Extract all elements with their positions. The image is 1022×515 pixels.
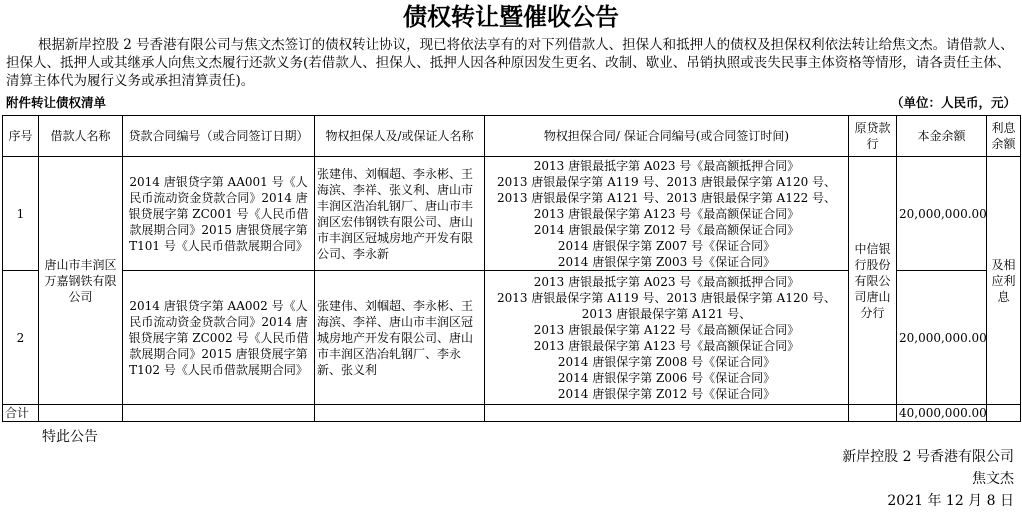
guarantee-contract-line: 2013 唐银最保字第 A123 号《最高额保证合同》 — [533, 206, 800, 221]
header-original-bank: 原贷款行 — [849, 116, 897, 157]
loan-contracts: 2014 唐银贷字第 AA002 号《人民币流动资金贷款合同》2014 唐银贷展字第 ZC002 号《人民币借款展期合同》2015 唐银贷展字第 T102 号《人民币借款展期合同》 — [123, 271, 315, 405]
table-row — [3, 157, 1021, 271]
guarantee-contracts — [485, 271, 849, 405]
original-bank: 中信银行股份有限公司唐山分行 — [849, 157, 897, 405]
guarantee-contract-line: 2013 唐银最抵字第 A023 号《最高额抵押合同》 — [533, 274, 800, 289]
total-principal: 40,000,000.00 — [897, 405, 987, 422]
guarantors: 张建伟、刘帼超、李永彬、王海滨、李祥、唐山市丰润区冠城房地产开发有限公司、唐山市丰润区浩冶轧钢厂、李永新、张义利 — [315, 271, 485, 405]
header-interest: 利息余额 — [987, 116, 1021, 157]
intro-paragraph: 根据新岸控股 2 号香港有限公司与焦文杰签订的债权转让协议，现已将依法享有的对下列借款人、担保人和抵押人的债权及担保权利依法转让给焦文杰。请借款人、担保人、抵押人或其继承人向焦文杰履行还款义务(若借款人、担保人、抵押人因各种原因发生更名、改制、歇业、吊销执照或丧失民事主体资格等情形，请各责任主体、清算主体代为履行义务或承担清算责任)。 — [6, 37, 1014, 89]
guarantee-contract-line: 2013 唐银最保字第 A122 号《最高额保证合同》 — [533, 322, 800, 337]
row-seq: 1 — [3, 157, 39, 271]
guarantee-contract-line: 2013 唐银最保字第 A121 号、 — [581, 306, 752, 321]
total-empty-cell — [39, 405, 123, 422]
guarantee-contract-line: 2014 唐银保字第 Z007 号《保证合同》 — [557, 238, 776, 253]
guarantee-contract-line: 2014 唐银保字第 Z012 号《保证合同》 — [557, 386, 776, 401]
total-row — [3, 405, 1021, 422]
total-empty-cell — [485, 405, 849, 422]
borrower-name: 唐山市丰润区万嘉钢铁有限公司 — [39, 157, 123, 405]
signature-person: 焦文杰 — [972, 471, 1014, 487]
guarantee-contract-line: 2013 唐银最保字第 A119 号、2013 唐银最保字第 A120 号、 — [496, 174, 837, 189]
guarantee-contract-line: 2014 唐银最保字第 Z012 号《最高额保证合同》 — [533, 222, 800, 237]
guarantee-contract-line: 2014 唐银保字第 Z006 号《保证合同》 — [557, 370, 776, 385]
guarantee-contract-line: 2014 唐银保字第 Z003 号《保证合同》 — [557, 254, 776, 269]
total-empty-cell — [849, 405, 897, 422]
loan-contracts: 2014 唐银贷字第 AA001 号《人民币流动资金贷款合同》2014 唐银贷展字第 ZC001 号《人民币借款展期合同》2015 唐银贷展字第 T101 号《人民币借款展期合同》 — [123, 157, 315, 271]
total-empty-cell — [987, 405, 1021, 422]
interest-balance: 及相应利息 — [987, 157, 1021, 405]
closing-notice: 特此公告 — [42, 429, 98, 445]
principal-balance: 20,000,000.00 — [897, 271, 987, 405]
header-guarantor: 物权担保人及/或保证人名称 — [315, 116, 485, 157]
announcement-title: 债权转让暨催收公告 — [403, 3, 619, 31]
guarantee-contract-line: 2013 唐银最抵字第 A023 号《最高额抵押合同》 — [533, 158, 800, 173]
debt-transfer-table — [2, 115, 1021, 422]
header-guarantee-contract: 物权担保合同/ 保证合同编号(或合同签订时间) — [485, 116, 849, 157]
currency-unit: （单位：人民币，元） — [890, 95, 1016, 110]
total-empty-cell — [123, 405, 315, 422]
header-principal: 本金余额 — [897, 116, 987, 157]
total-label: 合计 — [3, 405, 39, 422]
row-seq: 2 — [3, 271, 39, 405]
header-seq: 序号 — [3, 116, 39, 157]
header-loan-contract: 贷款合同编号（或合同签订日期） — [123, 116, 315, 157]
principal-balance: 20,000,000.00 — [897, 157, 987, 271]
guarantors: 张建伟、刘帼超、李永彬、王海滨、李祥、张义利、唐山市丰润区浩冶轧钢厂、唐山市丰润区宏伟钢铁有限公司、唐山市丰润区冠城房地产开发有限公司、李永新 — [315, 157, 485, 271]
signature-company: 新岸控股 2 号香港有限公司 — [842, 449, 1014, 465]
total-empty-cell — [315, 405, 485, 422]
guarantee-contract-line: 2014 唐银保字第 Z008 号《保证合同》 — [557, 354, 776, 369]
guarantee-contract-line: 2013 唐银最保字第 A119 号、2013 唐银最保字第 A120 号、 — [496, 290, 837, 305]
table-header-row — [3, 116, 1021, 157]
guarantee-contracts — [485, 157, 849, 271]
signature-date: 2021 年 12 月 8 日 — [887, 493, 1014, 509]
guarantee-contract-line: 2013 唐银最保字第 A123 号《最高额保证合同》 — [533, 338, 800, 353]
header-borrower: 借款人名称 — [39, 116, 123, 157]
guarantee-contract-line: 2013 唐银最保字第 A121 号、2013 唐银最保字第 A122 号、 — [496, 190, 837, 205]
list-title: 附件转让债权清单 — [6, 95, 107, 110]
